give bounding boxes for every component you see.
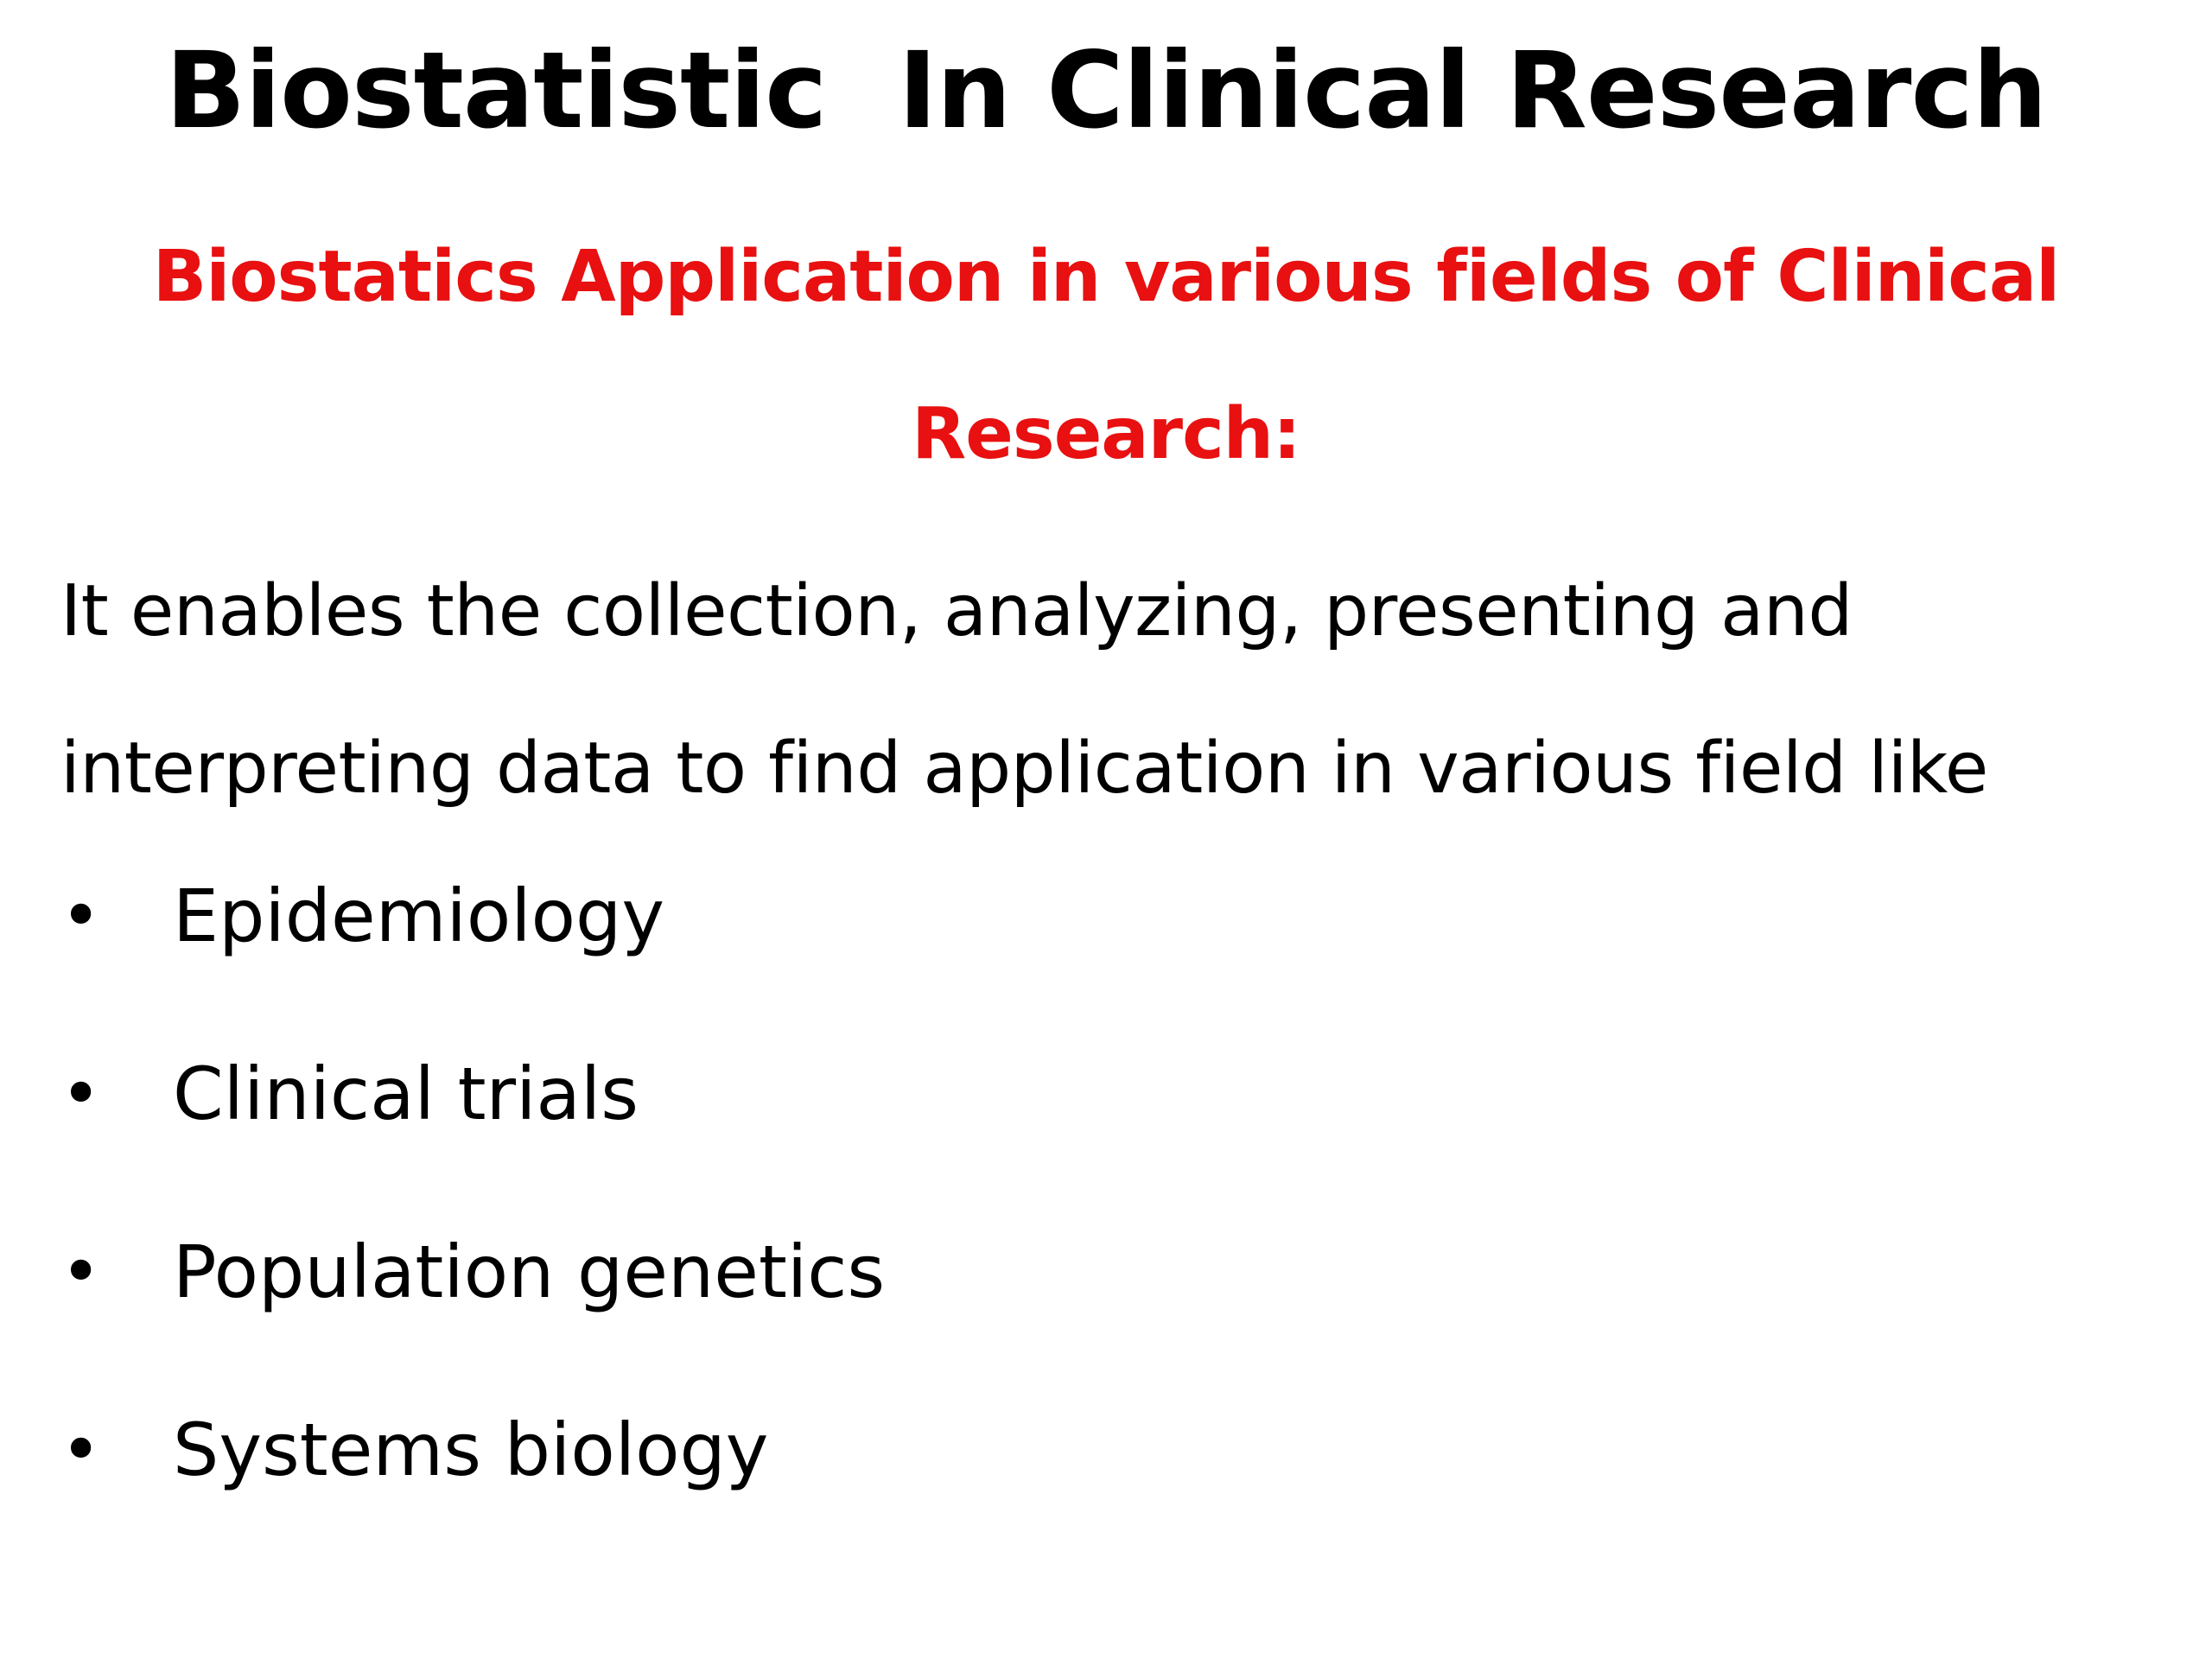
subtitle-line: Biostatics Application in various fields of Clinical (152, 236, 2060, 318)
bullet-text: Population genetics (173, 1230, 886, 1314)
bullet-text: Clinical trials (173, 1052, 639, 1136)
intro-line: It enables the collection, analyzing, presenting and (60, 570, 1853, 652)
bullet-icon: • (60, 875, 102, 956)
bullet-icon: • (60, 1053, 102, 1134)
slide-subtitle (0, 199, 2212, 513)
bullet-icon: • (60, 1409, 102, 1490)
intro-line: interpreting data to find application in various field like (60, 728, 1988, 810)
slide-title: Biostatistic In Clinical Research (165, 29, 2047, 152)
subtitle-line: Research: (912, 393, 1300, 475)
bullet-icon: • (60, 1231, 102, 1312)
bullet-text: Epidemiology (173, 874, 665, 958)
bullet-text: Systems biology (173, 1408, 769, 1492)
intro-paragraph (60, 533, 2152, 848)
